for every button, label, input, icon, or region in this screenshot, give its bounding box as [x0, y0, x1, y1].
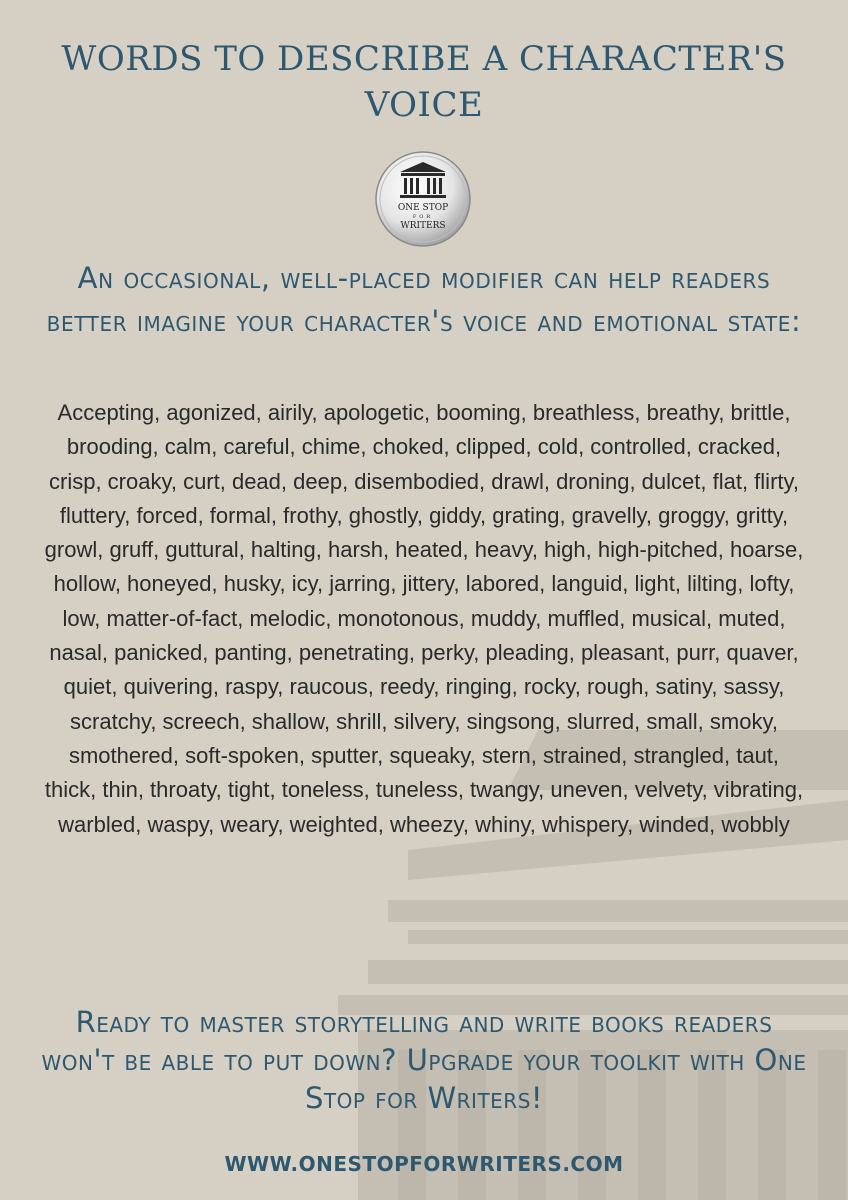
page-title: WORDS TO DESCRIBE A CHARACTER'S VOICE: [61, 39, 787, 125]
voice-word-list: Accepting, agonized, airily, apologetic, booming, breathless, breathy, brittle, brooding, calm, careful, chime, choked, clipped, cold, controlled, cracked, crisp, croaky, curt, dead, deep, disembodied, drawl, droning, dulcet, flat, flirty, fluttery, forced, formal, frothy, ghostly, giddy, grating, gravelly, groggy, gritty, growl, gruff, guttural, halting, harsh, heated, heavy, high, high-pitched, hoarse, hollow, honeyed, husky, icy, jarring, jittery, labored, languid, light, lilting, lofty, low, matter-of-fact, melodic, monotonous, muddy, muffled, musical, muted, nasal, panicked, panting, penetrating, perky, pleading, pleasant, purr, quaver, quiet, quivering, raspy, raucous, reedy, ringing, rocky, rough, satiny, sassy, scratchy, screech, shallow, shrill, silvery, singsong, slurred, small, smoky, smothered, soft-spoken, sputter, squeaky, stern, strained, strangled, taut, thick, thin, throaty, tight, toneless, tuneless, twangy, uneven, velvety, vibrating, warbled, waspy, weary, weighted, wheezy, whiny, whispery, winded, wobbly: [44, 400, 804, 837]
logo-line-1: ONE STOP: [397, 203, 449, 213]
logo-line-2: FOR: [412, 214, 434, 220]
website-link[interactable]: WWW.ONESTOPFORWRITERS.COM: [224, 1152, 624, 1176]
logo-line-3: WRITERS: [400, 221, 446, 231]
intro-text: An occasional, well-placed modifier can help readers better imagine your character's voice and emotional state:: [46, 261, 802, 338]
call-to-action: Ready to master storytelling and write books readers won't be able to put down? Upgrade your toolkit with One Stop for Writers!: [41, 1005, 807, 1115]
logo: [374, 150, 472, 248]
